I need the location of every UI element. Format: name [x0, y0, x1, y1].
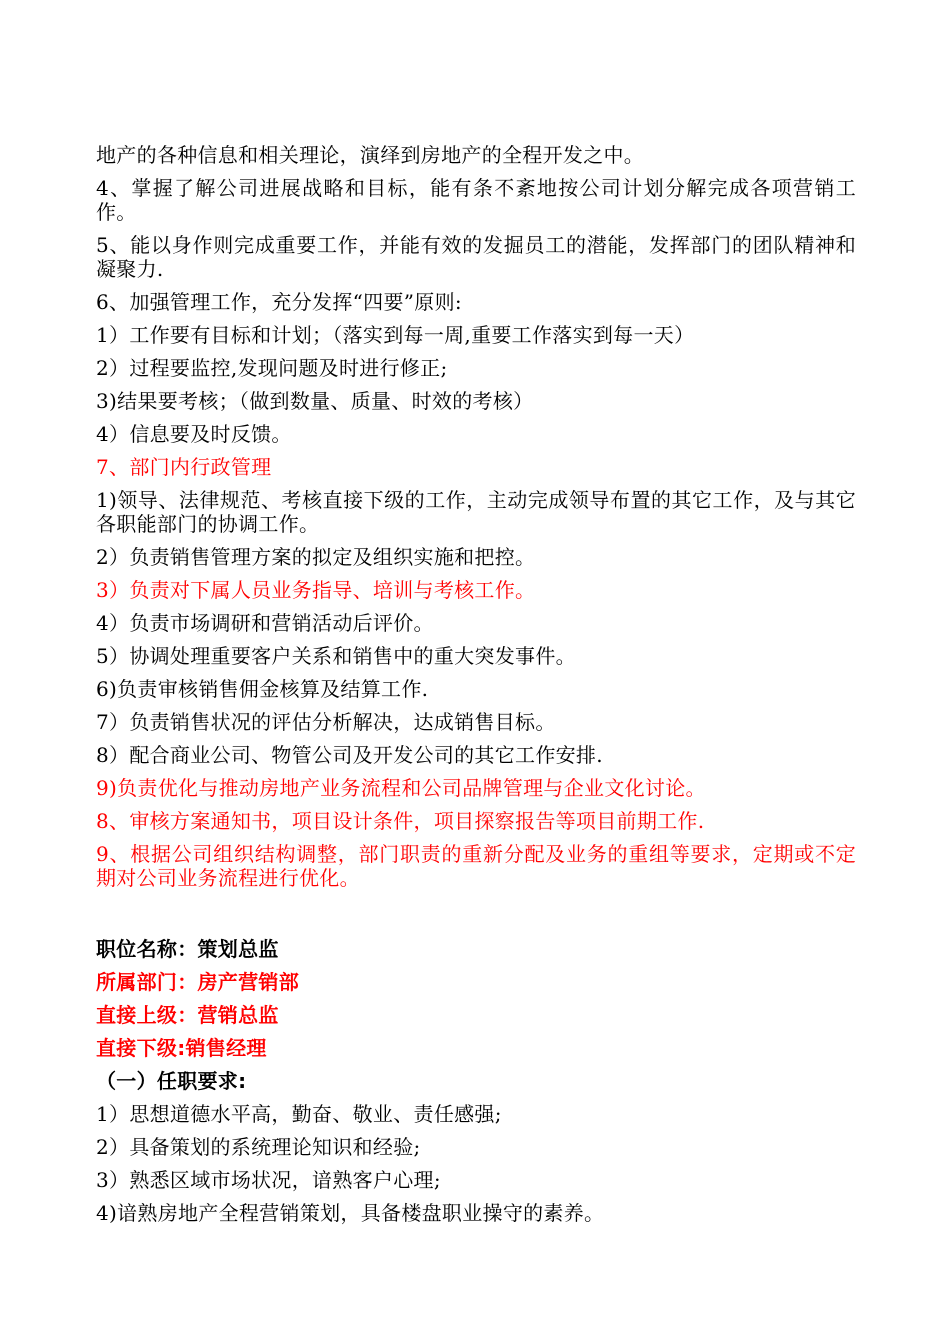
duty-line-5: 1）工作要有目标和计划；（落实到每一周,重要工作落实到每一天）	[96, 323, 695, 347]
duty-line-13: 4）负责市场调研和营销活动后评价。	[96, 611, 434, 635]
position-section	[96, 937, 856, 1225]
duty-line-3: 5、能以身作则完成重要工作，并能有效的发掘员工的潜能，发挥部门的团队精神和凝聚力.	[96, 233, 856, 281]
duty-line-14: 5）协调处理重要客户关系和销售中的重大突发事件。	[96, 644, 576, 668]
section-gap	[96, 899, 856, 937]
duty-line-6: 2）过程要监控,发现问题及时进行修正;	[96, 356, 448, 380]
duty-line-4: 6、加强管理工作，充分发挥“四要”原则:	[96, 290, 462, 314]
duty-line-8: 4）信息要及时反馈。	[96, 422, 292, 446]
position-line-8: 3）熟悉区域市场状况，谙熟客户心理;	[96, 1168, 441, 1192]
position-line-2: 所属部门：房产营销部	[96, 970, 299, 994]
duty-line-7: 3)结果要考核；（做到数量、质量、时效的考核）	[96, 389, 534, 413]
duty-line-9: 7、部门内行政管理	[96, 455, 272, 479]
duty-line-10: 1)领导、法律规范、考核直接下级的工作，主动完成领导布置的其它工作，及与其它各职能部门的协调工作。	[96, 488, 856, 536]
position-line-3: 直接上级：营销总监	[96, 1003, 279, 1027]
document-page	[96, 143, 856, 1234]
position-line-6: 1）思想道德水平高，勤奋、敬业、责任感强;	[96, 1102, 502, 1126]
duty-line-12: 3）负责对下属人员业务指导、培训与考核工作。	[96, 578, 536, 602]
duty-line-19: 8、审核方案通知书，项目设计条件，项目探察报告等项目前期工作.	[96, 809, 705, 833]
duty-line-16: 7）负责销售状况的评估分析解决，达成销售目标。	[96, 710, 556, 734]
position-line-5: （一）任职要求:	[96, 1069, 247, 1093]
duty-line-2: 4、掌握了解公司进展战略和目标，能有条不紊地按公司计划分解完成各项营销工作。	[96, 176, 856, 224]
duty-line-15: 6)负责审核销售佣金核算及结算工作.	[96, 677, 429, 701]
duty-line-1: 地产的各种信息和相关理论，演绎到房地产的全程开发之中。	[96, 143, 645, 167]
duty-line-20: 9、根据公司组织结构调整，部门职责的重新分配及业务的重组等要求，定期或不定期对公司业务流程进行优化。	[96, 842, 856, 890]
position-line-9: 4)谙熟房地产全程营销策划，具备楼盘职业操守的素养。	[96, 1201, 605, 1225]
position-line-1: 职位名称：策划总监	[96, 937, 279, 961]
duty-line-18: 9)负责优化与推动房地产业务流程和公司品牌管理与企业文化讨论。	[96, 776, 706, 800]
duty-line-17: 8）配合商业公司、物管公司及开发公司的其它工作安排.	[96, 743, 603, 767]
position-line-4: 直接下级:销售经理	[96, 1036, 267, 1060]
duties-section	[96, 143, 856, 890]
duty-line-11: 2）负责销售管理方案的拟定及组织实施和把控。	[96, 545, 536, 569]
position-line-7: 2）具备策划的系统理论知识和经验;	[96, 1135, 421, 1159]
